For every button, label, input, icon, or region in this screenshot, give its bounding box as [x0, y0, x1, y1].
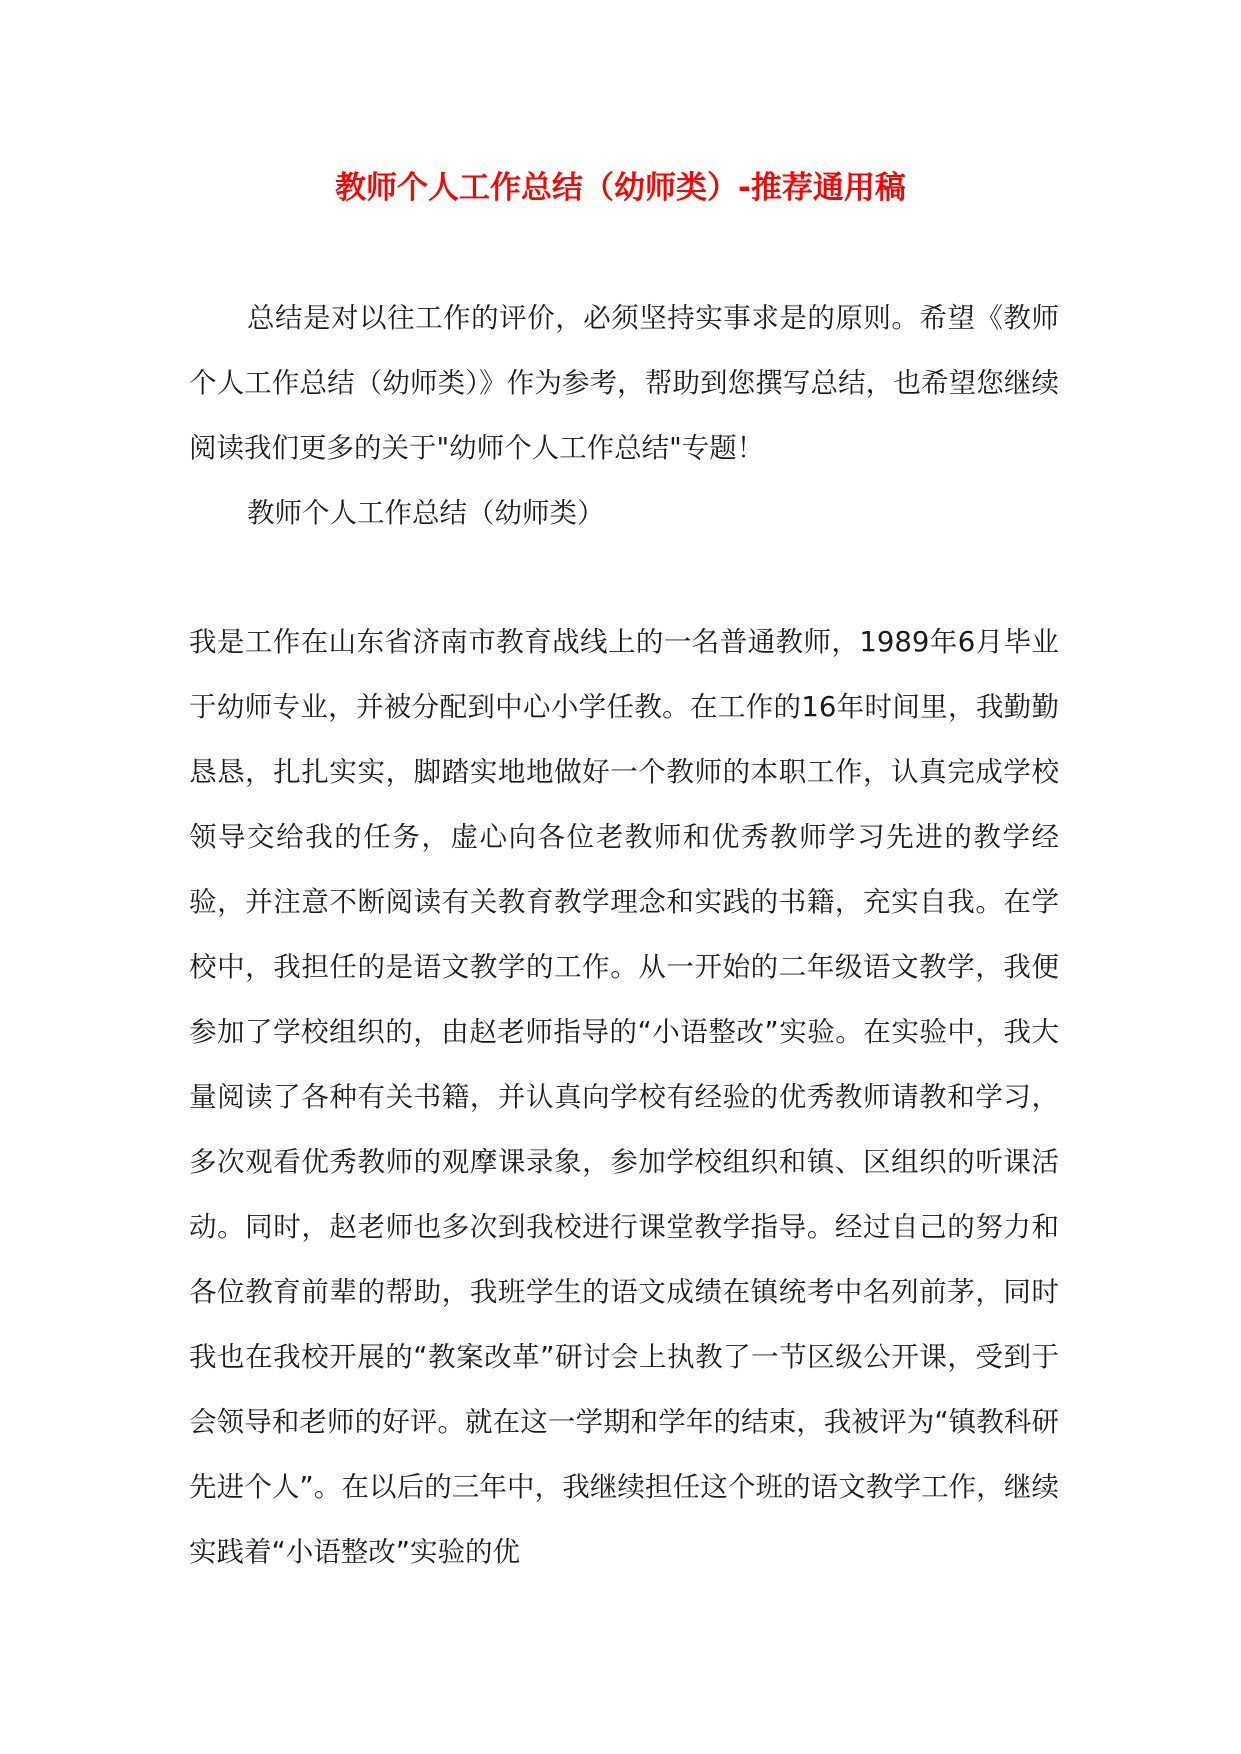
intro-paragraph: 总结是对以往工作的评价，必须坚持实事求是的原则。希望《教师个人工作总结（幼师类）》作为参考，帮助到您撰写总结，也希望您继续阅读我们更多的关于"幼师个人工作总结"专题！ — [189, 302, 1059, 464]
document-subtitle: 教师个人工作总结（幼师类） — [247, 497, 605, 529]
document-title: 教师个人工作总结（幼师类）-推荐通用稿 — [335, 170, 906, 206]
main-paragraph: 我是工作在山东省济南市教育战线上的一名普通教师，1989年6月毕业于幼师专业，并被分配到中心小学任教。在工作的16年时间里，我勤勤恳恳，扎扎实实，脚踏实地地做好一个教师的本职工作，认真完成学校领导交给我的任务，虚心向各位老教师和优秀教师学习先进的教学经验，并注意不断阅读有关教育教学理念和实践的书籍，充实自我。在学校中，我担任的是语文教学的工作。从一开始的二年级语文教学，我便参加了学校组织的，由赵老师指导的“小语整改”实验。在实验中，我大量阅读了各种有关书籍，并认真向学校有经验的优秀教师请教和学习，多次观看优秀教师的观摩课录象，参加学校组织和镇、区组织的听课活动。同时，赵老师也多次到我校进行课堂教学指导。经过自己的努力和各位教育前辈的帮助，我班学生的语文成绩在镇统考中名列前茅，同时我也在我校开展的“教案改革”研讨会上执教了一节区级公开课，受到于会领导和老师的好评。就在这一学期和学年的结束，我被评为“镇教科研先进个人”。在以后的三年中，我继续担任这个班的语文教学工作，继续实践着“小语整改”实验的优 — [189, 626, 1059, 1568]
